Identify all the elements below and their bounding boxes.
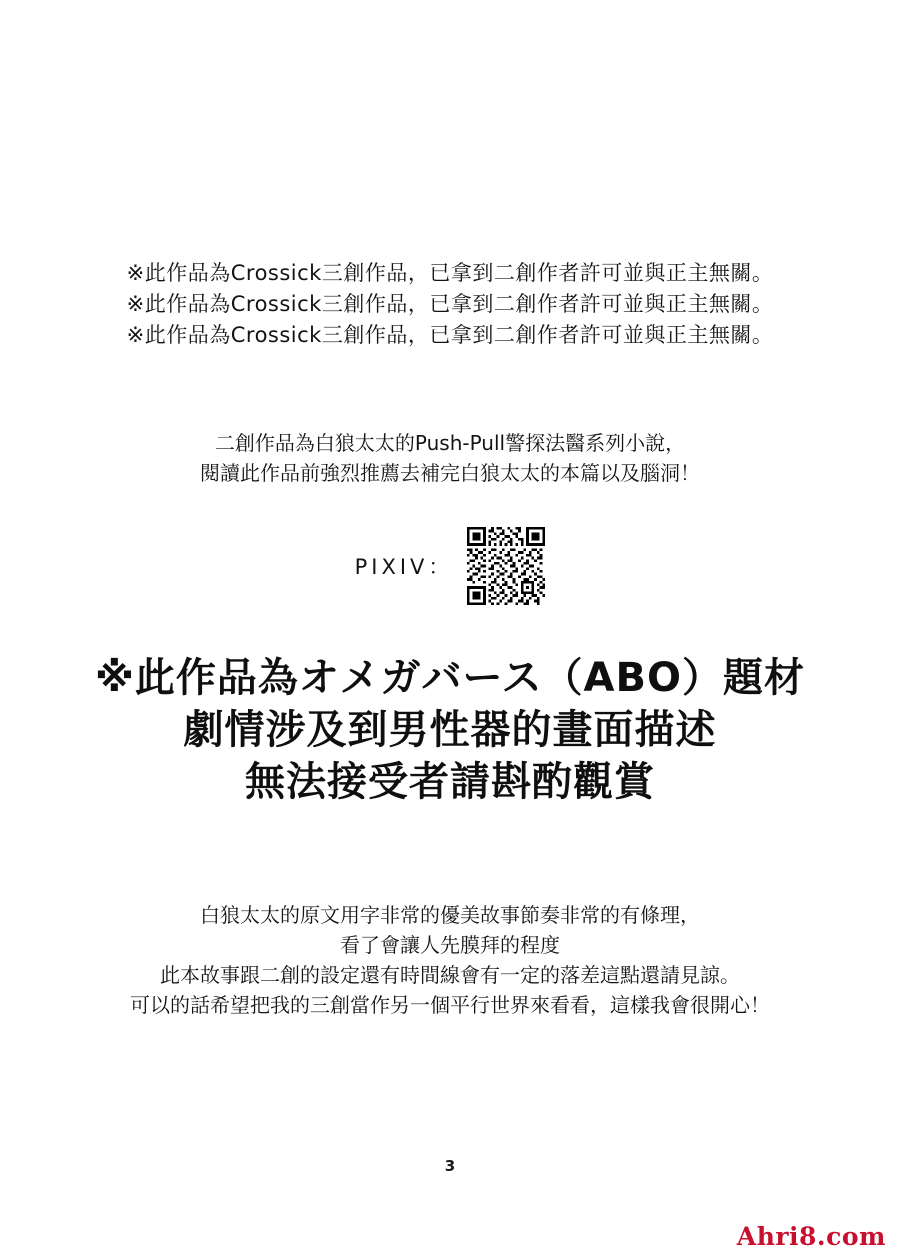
qr-code-icon <box>467 527 545 605</box>
disclaimer-line: ※此作品為Crossick三創作品，已拿到二創作者許可並與正主無關。 <box>126 261 774 285</box>
watermark: Ahri8.com <box>736 1222 886 1251</box>
author-notes-line: 可以的話希望把我的三創當作另一個平行世界來看看，這樣我會很開心！ <box>130 993 770 1017</box>
recommendation-line: 閱讀此作品前強烈推薦去補完白狼太太的本篇以及腦洞！ <box>200 461 700 485</box>
page-number: 3 <box>444 1157 456 1175</box>
content-warning-line: 無法接受者請斟酌觀賞 <box>245 759 655 805</box>
recommendation-line: 二創作品為白狼太太的Push-Pull警探法醫系列小說， <box>214 431 686 455</box>
content-warning-block <box>0 652 900 808</box>
pixiv-row <box>0 527 900 605</box>
disclaimer-block <box>0 258 900 351</box>
content-warning-line: 劇情涉及到男性器的畫面描述 <box>183 707 717 753</box>
author-notes-line: 白狼太太的原文用字非常的優美故事節奏非常的有條理， <box>200 903 700 927</box>
disclaimer-line: ※此作品為Crossick三創作品，已拿到二創作者許可並與正主無關。 <box>126 292 774 316</box>
author-notes-line: 看了會讓人先膜拜的程度 <box>340 933 560 957</box>
disclaimer-line: ※此作品為Crossick三創作品，已拿到二創作者許可並與正主無關。 <box>126 323 774 347</box>
author-notes-line: 此本故事跟二創的設定還有時間線會有一定的落差這點還請見諒。 <box>160 963 740 987</box>
author-notes-block <box>0 900 900 1020</box>
recommendation-block <box>0 428 900 488</box>
pixiv-label: PIXIV： <box>354 555 454 579</box>
content-warning-line: ※此作品為オメガバース（ABO）題材 <box>95 655 805 701</box>
